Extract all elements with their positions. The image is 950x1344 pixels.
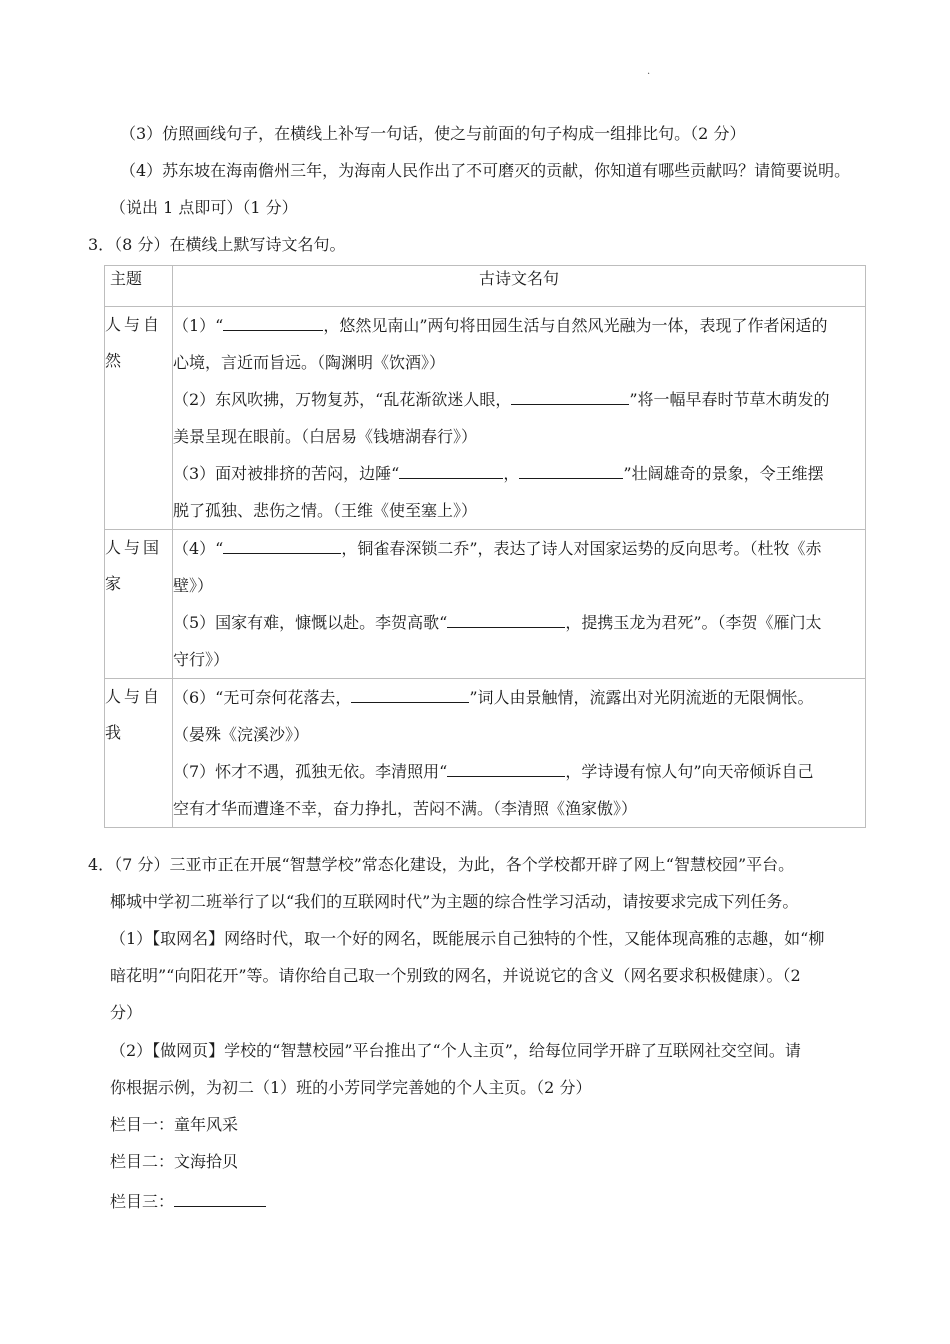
poems-country xyxy=(173,530,866,679)
table-row xyxy=(105,307,866,530)
topic-nature: 人与自然 xyxy=(105,307,173,530)
q4-sub2-line2: 你根据示例，为初二（1）班的小芳同学完善她的个人主页。（2 分） xyxy=(110,1078,592,1097)
q4-sub1-line3: 分） xyxy=(110,1003,143,1022)
q3-title: 3．（8 分）在横线上默写诗文名句。 xyxy=(88,235,346,254)
poem-item-3: （3）面对被排挤的苦闷，边陲“ ， ”壮阔雄奇的景象，令王维摆 xyxy=(173,464,824,483)
header-mark: . xyxy=(647,66,651,77)
answer-blank[interactable] xyxy=(519,462,623,479)
answer-blank[interactable] xyxy=(511,388,629,405)
q4-sub2-line1: （2）【做网页】学校的“智慧校园”平台推出了“个人主页”，给每位同学开辟了互联网社交空间。请 xyxy=(110,1041,801,1060)
answer-blank[interactable] xyxy=(174,1190,266,1207)
poem-item-1-cont: 心境，言近而旨远。（陶渊明《饮酒》） xyxy=(173,353,446,372)
q4-line2: 椰城中学初二班举行了以“我们的互联网时代”为主题的综合性学习活动，请按要求完成下列任务。 xyxy=(110,892,799,911)
poem-item-3-cont: 脱了孤独、悲伤之情。（王维《使至塞上》） xyxy=(173,501,478,520)
header-content: 古诗文名句 xyxy=(173,266,866,307)
answer-blank[interactable] xyxy=(223,314,323,331)
poem-item-7: （7）怀才不遇，孤独无依。李清照用“ ，学诗谩有惊人句”向天帝倾诉自己 xyxy=(173,762,814,781)
table-row xyxy=(105,530,866,679)
header-topic: 主题 xyxy=(105,266,173,307)
poems-nature xyxy=(173,307,866,530)
poem-item-5-cont: 守行》） xyxy=(173,650,230,669)
table-header-row xyxy=(105,266,866,307)
answer-blank[interactable] xyxy=(223,537,341,554)
poem-item-6-cont: （晏殊《浣溪沙》） xyxy=(173,725,310,744)
poems-self xyxy=(173,679,866,828)
poem-item-2-cont: 美景呈现在眼前。（白居易《钱塘湖春行》） xyxy=(173,427,478,446)
poem-item-5: （5）国家有难，慷慨以赴。李贺高歌“ ，提携玉龙为君死”。（李贺《雁门太 xyxy=(173,613,822,632)
q4-sub1-line1: （1）【取网名】网络时代，取一个好的网名，既能展示自己独特的个性，又能体现高雅的志趣，如“柳 xyxy=(110,929,825,948)
answer-blank[interactable] xyxy=(447,611,565,628)
topic-country: 人与国家 xyxy=(105,530,173,679)
column-2: 栏目二：文海拾贝 xyxy=(110,1152,239,1171)
table-row xyxy=(105,679,866,828)
poem-item-7-cont: 空有才华而遭逢不幸，奋力挣扎，苦闷不满。（李清照《渔家傲》） xyxy=(173,799,638,818)
answer-blank[interactable] xyxy=(447,760,565,777)
answer-blank[interactable] xyxy=(399,462,503,479)
poem-table xyxy=(104,265,866,828)
q2-sub3: （3）仿照画线句子，在横线上补写一句话，使之与前面的句子构成一组排比句。（2 分） xyxy=(120,124,746,143)
q2-sub4-line2: （说出 1 点即可）（1 分） xyxy=(110,198,298,217)
q2-sub4-line1: （4）苏东坡在海南儋州三年，为海南人民作出了不可磨灭的贡献，你知道有哪些贡献吗？请简要说明。 xyxy=(120,161,851,180)
q4-line1: 4．（7 分）三亚市正在开展“智慧学校”常态化建设，为此，各个学校都开辟了网上“智慧校园”平台。 xyxy=(88,855,795,874)
poem-item-1: （1）“ ，悠然见南山”两句将田园生活与自然风光融为一体，表现了作者闲适的 xyxy=(173,316,828,335)
poem-item-2: （2）东风吹拂，万物复苏，“乱花渐欲迷人眼， ”将一幅早春时节草木萌发的 xyxy=(173,390,830,409)
poem-item-6: （6）“无可奈何花落去， ”词人由景触情，流露出对光阴流逝的无限惆怅。 xyxy=(173,688,814,707)
column-1: 栏目一：童年风采 xyxy=(110,1115,239,1134)
poem-item-4-cont: 壁》） xyxy=(173,576,214,595)
q4-sub1-line2: 暗花明”“向阳花开”等。请你给自己取一个别致的网名，并说说它的含义（网名要求积极健康）。（2 xyxy=(110,966,801,985)
topic-self: 人与自我 xyxy=(105,679,173,828)
answer-blank[interactable] xyxy=(351,686,469,703)
poem-item-4: （4）“ ，铜雀春深锁二乔”，表达了诗人对国家运势的反向思考。（杜牧《赤 xyxy=(173,539,822,558)
column-3: 栏目三： xyxy=(110,1190,266,1212)
